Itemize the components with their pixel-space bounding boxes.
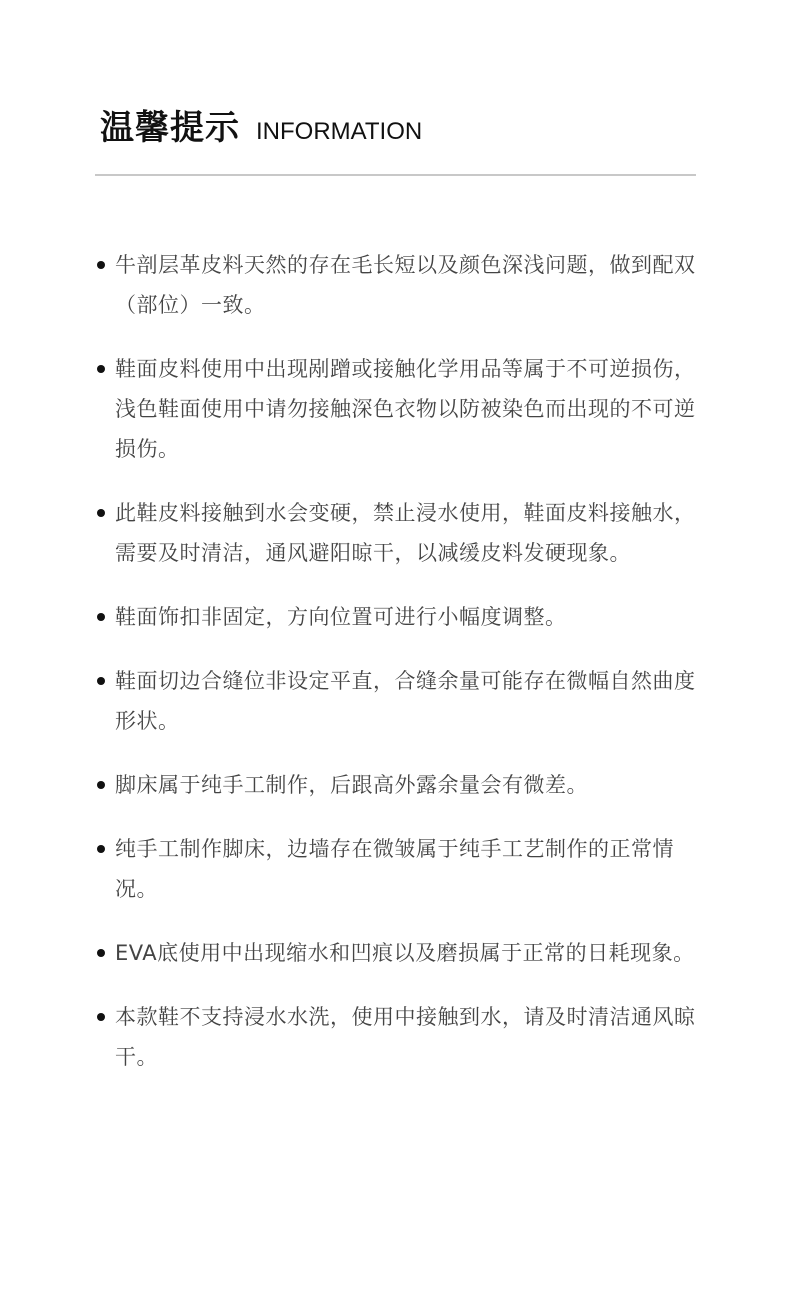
note-text: 脚床属于纯手工制作，后跟高外露余量会有微差。: [115, 773, 588, 797]
note-text: 牛剖层革皮料天然的存在毛长短以及颜色深浅问题，做到配双（部位）一致。: [115, 253, 696, 317]
list-item: [92, 829, 696, 909]
note-text: 鞋面切边合缝位非设定平直，合缝余量可能存在微幅自然曲度形状。: [115, 669, 696, 733]
list-item: [92, 245, 696, 325]
page-subtitle: INFORMATION: [256, 118, 423, 145]
list-item: [92, 349, 696, 469]
bullet-dot-icon: [97, 509, 105, 517]
bullet-dot-icon: [97, 677, 105, 685]
page-title: 温馨提示: [100, 108, 240, 148]
note-text: 鞋面皮料使用中出现剐蹭或接触化学用品等属于不可逆损伤，浅色鞋面使用中请勿接触深色衣物以防被染色而出现的不可逆损伤。: [115, 357, 696, 461]
bullet-dot-icon: [97, 845, 105, 853]
note-text: 本款鞋不支持浸水水洗，使用中接触到水，请及时清洁通风晾干。: [115, 1005, 696, 1069]
list-item: [92, 661, 696, 741]
bullet-dot-icon: [97, 365, 105, 373]
bullet-dot-icon: [97, 613, 105, 621]
note-text: 此鞋皮料接触到水会变硬，禁止浸水使用，鞋面皮料接触水，需要及时清洁，通风避阳晾干，以减缓皮料发硬现象。: [115, 501, 696, 565]
bullet-dot-icon: [97, 1013, 105, 1021]
bullet-dot-icon: [97, 261, 105, 269]
list-item: [92, 597, 696, 637]
note-text: 纯手工制作脚床，边墙存在微皱属于纯手工艺制作的正常情况。: [115, 837, 674, 901]
list-item: [92, 997, 696, 1077]
list-item: [92, 493, 696, 573]
bullet-dot-icon: [97, 949, 105, 957]
list-item: [92, 933, 696, 973]
header-divider: [95, 174, 696, 176]
section-header: [100, 100, 422, 149]
notes-list: [92, 245, 696, 1101]
note-text: 鞋面饰扣非固定，方向位置可进行小幅度调整。: [115, 605, 567, 629]
bullet-dot-icon: [97, 781, 105, 789]
note-text: EVA底使用中出现缩水和凹痕以及磨损属于正常的日耗现象。: [115, 941, 695, 965]
list-item: [92, 765, 696, 805]
